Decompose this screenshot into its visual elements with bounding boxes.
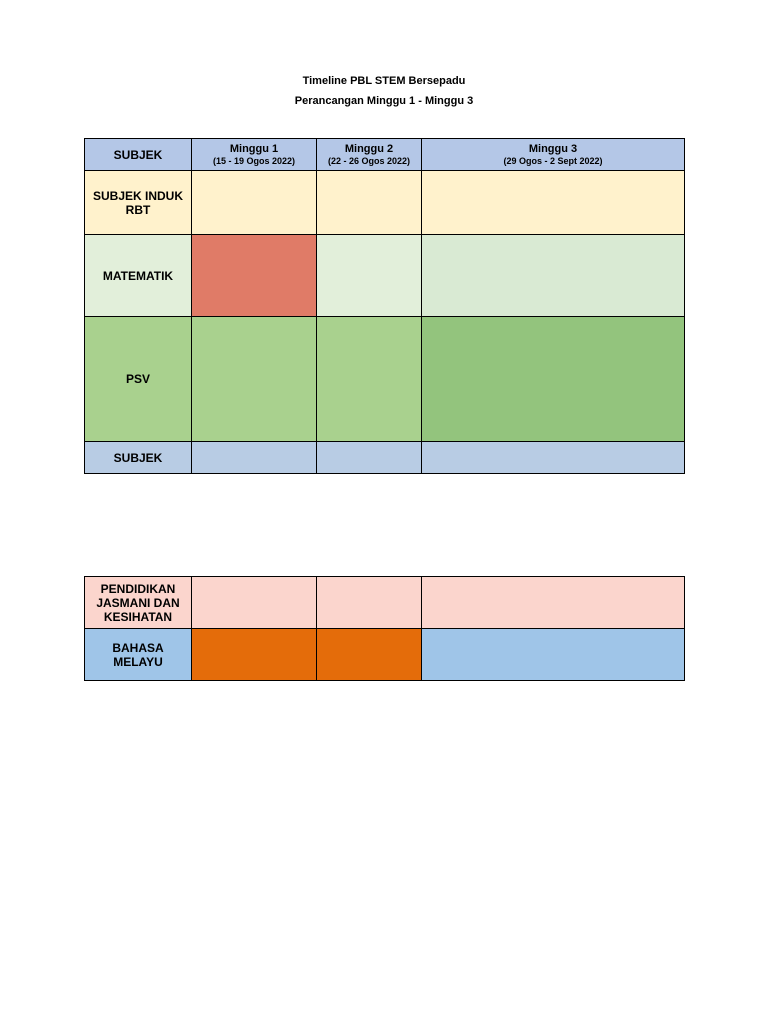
- cell-week-3: [422, 235, 685, 317]
- row-label: SUBJEK INDUK RBT: [85, 171, 192, 235]
- cell-week-2: [317, 171, 422, 235]
- timeline-table: [84, 138, 685, 474]
- row-subjek: [85, 442, 685, 474]
- row-label: PENDIDIKAN JASMANI DAN KESIHATAN: [85, 577, 192, 629]
- cell-week-3: [422, 171, 685, 235]
- row-label: BAHASA MELAYU: [85, 629, 192, 681]
- cell-week-2: [317, 235, 422, 317]
- cell-week-2: [317, 577, 422, 629]
- row-label: PSV: [85, 317, 192, 442]
- cell-week-3: [422, 577, 685, 629]
- header-week-2-cell: [317, 139, 422, 171]
- cell-week-1: [192, 629, 317, 681]
- cell-week-2: [317, 442, 422, 474]
- week-1-name: Minggu 1: [229, 142, 279, 155]
- week-3-dates: (29 Ogos - 2 Sept 2022): [503, 155, 603, 166]
- cell-week-1: [192, 171, 317, 235]
- cell-week-3: [422, 317, 685, 442]
- cell-week-3: [422, 629, 685, 681]
- cell-week-2: [317, 629, 422, 681]
- timeline-table-continued: [84, 576, 685, 681]
- header-week-1-cell: [192, 139, 317, 171]
- week-3-name: Minggu 3: [528, 142, 578, 155]
- document-title: Timeline PBL STEM Bersepadu: [302, 75, 466, 87]
- header-row: [85, 139, 685, 171]
- row-subjek-induk-rbt: [85, 171, 685, 235]
- week-2-dates: (22 - 26 Ogos 2022): [327, 155, 411, 166]
- cell-week-1: [192, 235, 317, 317]
- row-label: SUBJEK: [85, 442, 192, 474]
- cell-week-1: [192, 442, 317, 474]
- header-week-3-cell: [422, 139, 685, 171]
- week-2-name: Minggu 2: [344, 142, 394, 155]
- row-label: MATEMATIK: [85, 235, 192, 317]
- week-1-dates: (15 - 19 Ogos 2022): [212, 155, 296, 166]
- row-matematik: [85, 235, 685, 317]
- header-subject-cell: SUBJEK: [85, 139, 192, 171]
- row-pendidikan-jasmani-dan-kesihatan: [85, 577, 685, 629]
- cell-week-1: [192, 317, 317, 442]
- cell-week-1: [192, 577, 317, 629]
- document-subtitle: Perancangan Minggu 1 - Minggu 3: [294, 95, 474, 107]
- row-bahasa-melayu: [85, 629, 685, 681]
- cell-week-2: [317, 317, 422, 442]
- row-psv: [85, 317, 685, 442]
- cell-week-3: [422, 442, 685, 474]
